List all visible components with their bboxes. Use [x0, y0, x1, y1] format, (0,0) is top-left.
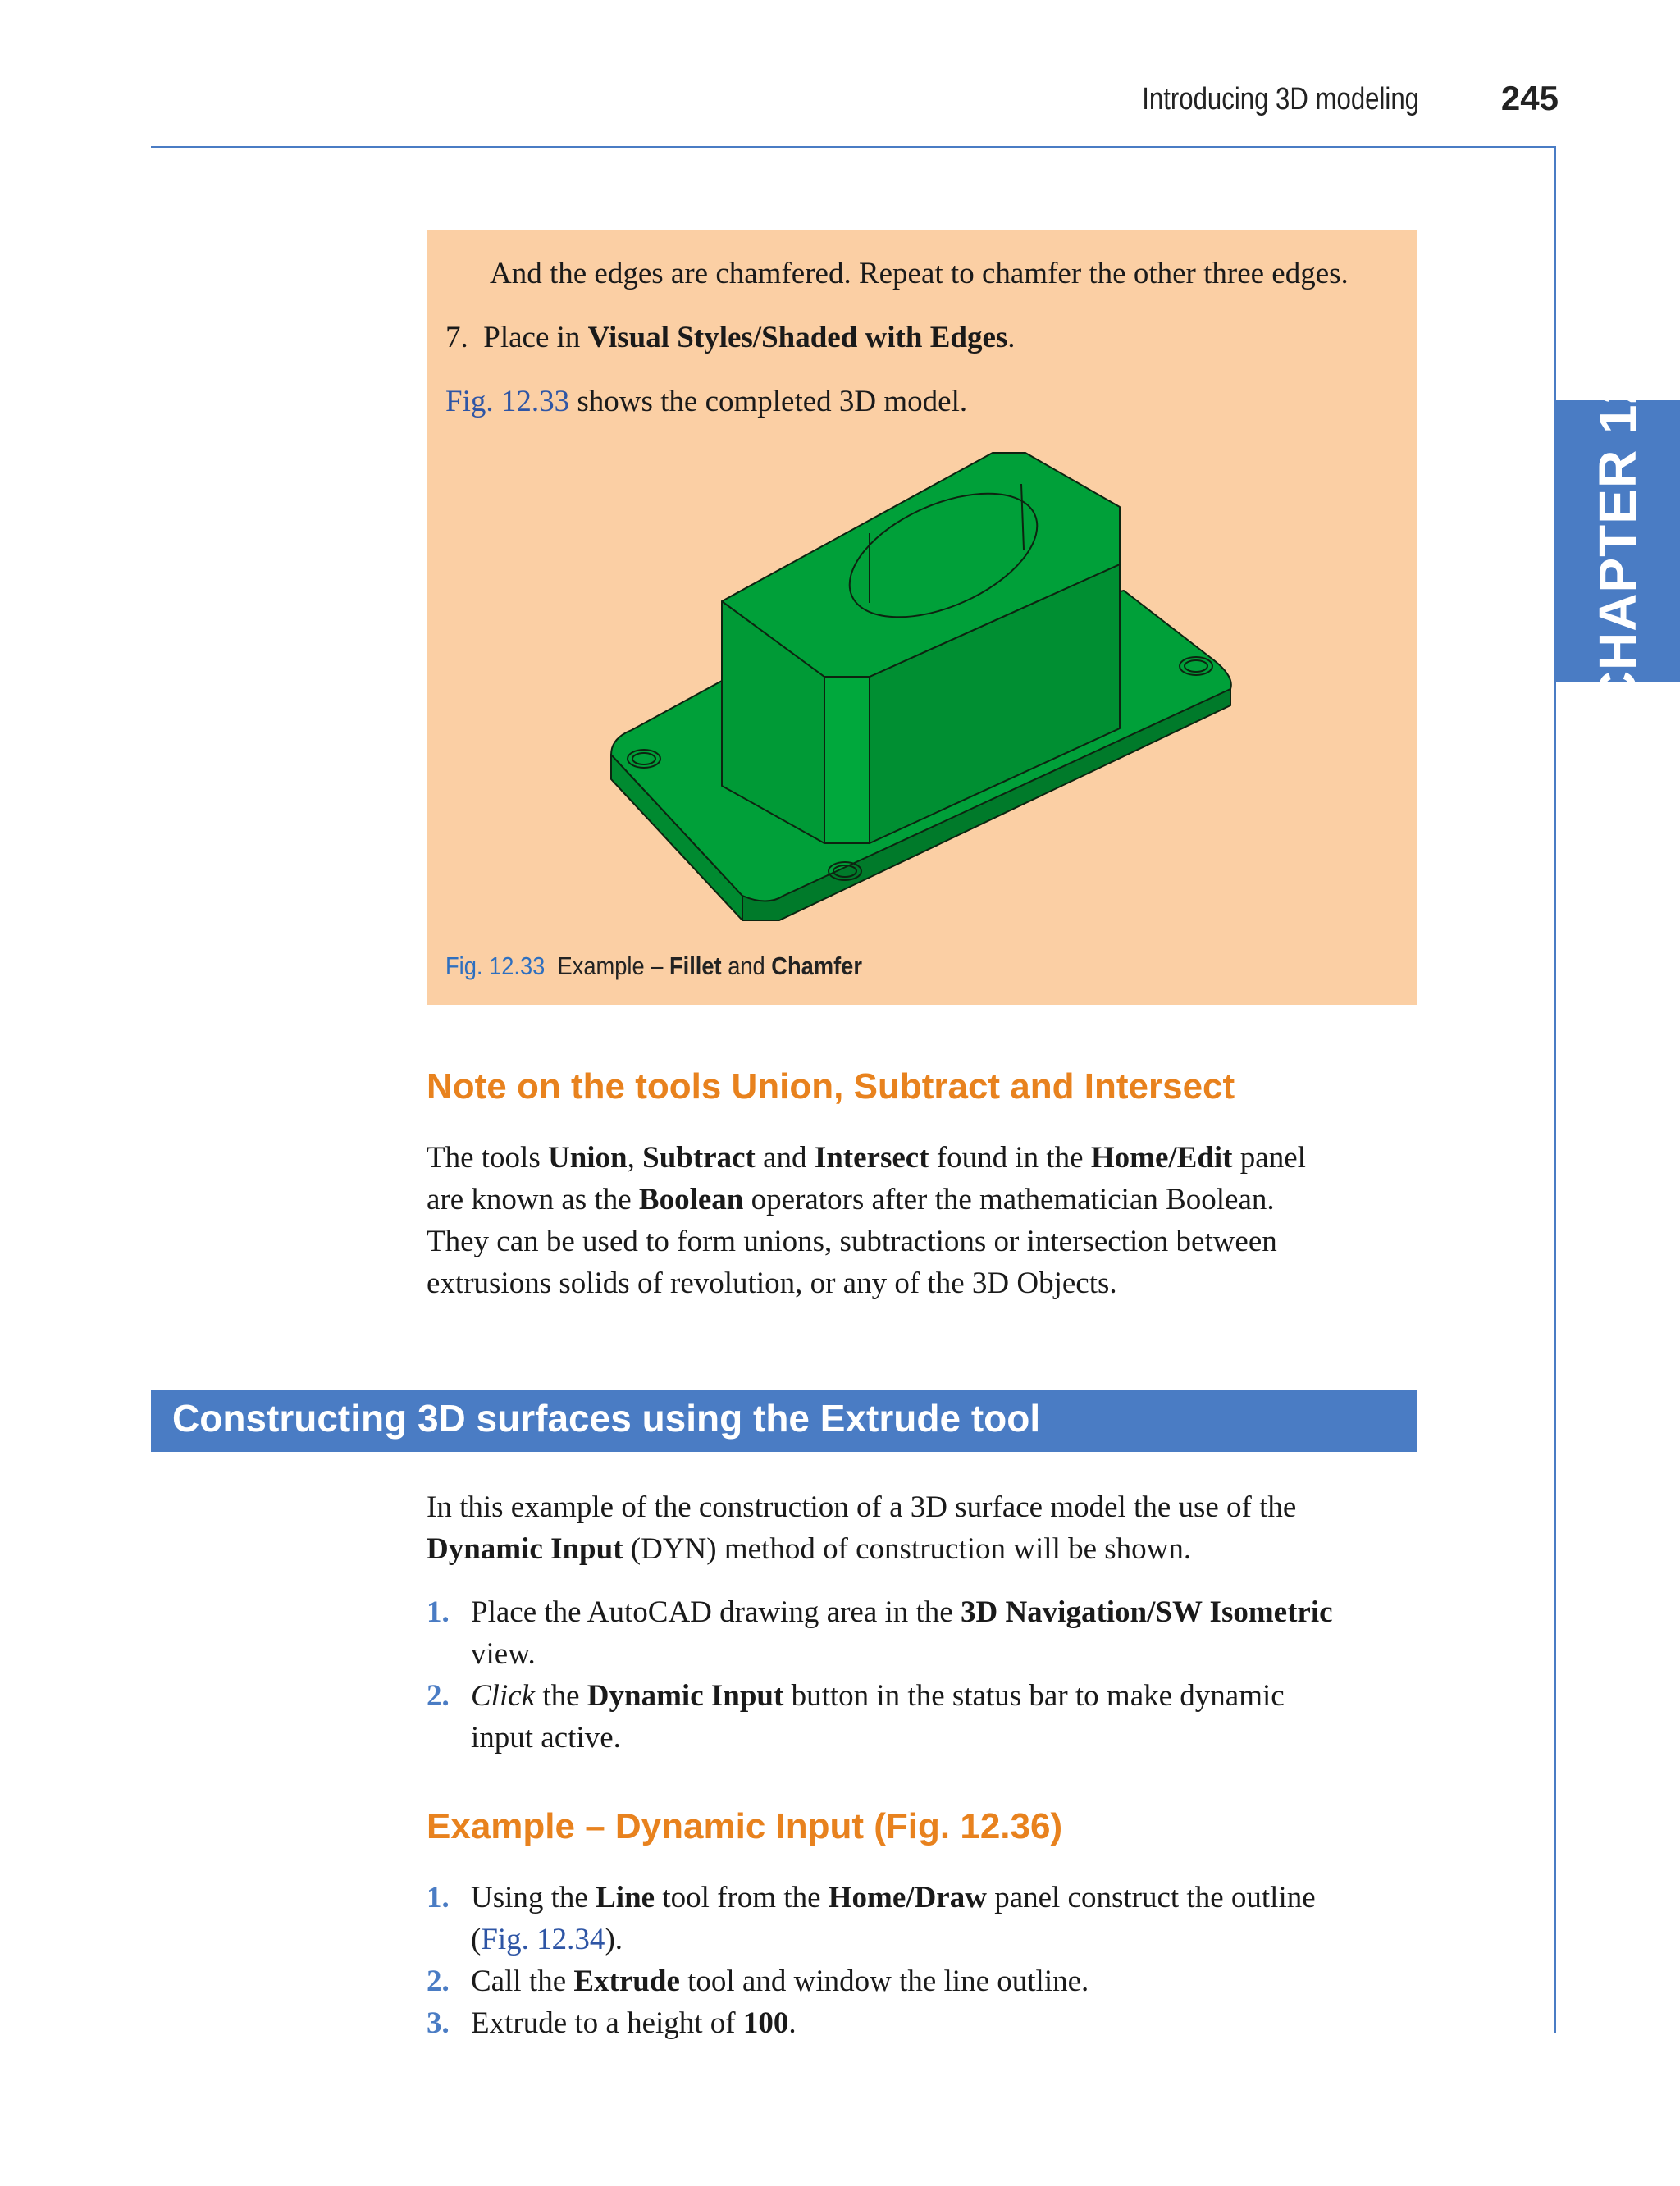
step-text: Call the: [471, 1965, 574, 1998]
example-step-1-line-1: [471, 1877, 1316, 1919]
step-bold-extrude: Extrude: [573, 1965, 680, 1998]
step-italic-click: Click: [471, 1679, 536, 1713]
step-2-line-2: input active.: [471, 1721, 621, 1755]
intro-line-2: [427, 1528, 1191, 1570]
step-text: Place the AutoCAD drawing area in the: [471, 1595, 961, 1629]
example-heading: Example – Dynamic Input (Fig. 12.36): [427, 1806, 1063, 1846]
step-text: tool and window the line outline.: [679, 1965, 1089, 1998]
step-bold-100: 100: [742, 2006, 789, 2040]
step-bold: 3D Navigation/SW Isometric: [960, 1595, 1333, 1629]
note-line-4: extrusions solids of revolution, or any of the 3D Objects.: [427, 1266, 1117, 1300]
example-step-1-number: 1.: [427, 1881, 450, 1914]
chapter-tab-label: CHAPTER 12: [1588, 373, 1648, 710]
step-1-line-1: [471, 1591, 1333, 1633]
step-bold: Dynamic Input: [587, 1679, 784, 1713]
running-title: Introducing 3D modeling: [1142, 82, 1419, 116]
model-figure: [599, 443, 1247, 935]
step-text: (: [471, 1923, 482, 1956]
step-bold: Visual Styles/Shaded with Edges: [587, 321, 1008, 354]
chapter-tab: [1556, 373, 1680, 710]
example-step-3-number: 3.: [427, 2006, 450, 2040]
fig-link[interactable]: Fig. 12.34: [481, 1923, 605, 1956]
step-text: button in the status bar to make dynamic: [783, 1679, 1285, 1713]
step-number: 7.: [445, 321, 468, 354]
caption-and: and: [721, 952, 772, 980]
figure-caption: [445, 952, 862, 981]
step-text: Using the: [471, 1881, 596, 1914]
example-step-1-line-2: [471, 1919, 623, 1960]
step-text: Extrude to a height of: [471, 2006, 743, 2040]
step-text: .: [788, 2006, 797, 2040]
caption-number: Fig. 12.33: [445, 952, 546, 980]
caption-text: Example –: [557, 952, 669, 980]
note-heading: Note on the tools Union, Subtract and Intersect: [427, 1066, 1235, 1107]
note-line-1: [427, 1137, 1306, 1179]
note-text: The tools: [427, 1141, 548, 1175]
example-step-2-line: [471, 1960, 1089, 2002]
block-chamfer-face: [824, 677, 870, 843]
page-number: 245: [1500, 79, 1559, 117]
step-text: Place in: [483, 321, 588, 354]
box-line-1: And the edges are chamfered. Repeat to chamfer the other three edges.: [490, 257, 1349, 290]
note-text: operators after the mathematician Boolean.: [743, 1183, 1275, 1216]
note-bold-home-edit: Home/Edit: [1090, 1141, 1233, 1175]
note-bold-intersect: Intersect: [814, 1141, 929, 1175]
note-line-2: [427, 1179, 1275, 1221]
example-step-3-line: [471, 2002, 797, 2044]
fig-link[interactable]: Fig. 12.33: [445, 385, 570, 418]
note-bold-boolean: Boolean: [638, 1183, 744, 1216]
intro-line-1: In this example of the construction of a 3D surface model the use of the: [427, 1490, 1297, 1524]
example-step-2-number: 2.: [427, 1965, 450, 1998]
box-fig-ref-line: [445, 381, 967, 422]
caption-bold-chamfer: Chamfer: [771, 952, 862, 980]
step-text: panel construct the outline: [986, 1881, 1316, 1914]
step-bold-line: Line: [596, 1881, 655, 1914]
note-bold-union: Union: [547, 1141, 628, 1175]
note-text: and: [755, 1141, 815, 1175]
step-1-number: 1.: [427, 1595, 450, 1629]
caption-bold-fillet: Fillet: [669, 952, 722, 980]
header-rule: [151, 146, 1556, 148]
intro-bold-dynamic-input: Dynamic Input: [427, 1532, 623, 1566]
intro-text: (DYN) method of construction will be shown.: [623, 1532, 1192, 1566]
step-suffix: .: [1007, 321, 1016, 354]
note-text: ,: [627, 1141, 643, 1175]
step-2-number: 2.: [427, 1679, 450, 1713]
step-text: tool from the: [655, 1881, 829, 1914]
section-title: Constructing 3D surfaces using the Extrude tool: [172, 1397, 1041, 1440]
step-2-line-1: [471, 1675, 1285, 1717]
step-text: the: [535, 1679, 587, 1713]
note-text: found in the: [929, 1141, 1091, 1175]
step-bold-home-draw: Home/Draw: [828, 1881, 987, 1914]
note-bold-subtract: Subtract: [642, 1141, 756, 1175]
note-line-3: They can be used to form unions, subtractions or intersection between: [427, 1225, 1277, 1258]
note-text: panel: [1232, 1141, 1306, 1175]
section-title-bar: [151, 1390, 1418, 1452]
note-text: are known as the: [427, 1183, 639, 1216]
step-text: ).: [605, 1923, 623, 1956]
box-step-7: [445, 317, 1016, 358]
step-1-line-2: view.: [471, 1637, 536, 1671]
fig-ref-text: shows the completed 3D model.: [569, 385, 968, 418]
